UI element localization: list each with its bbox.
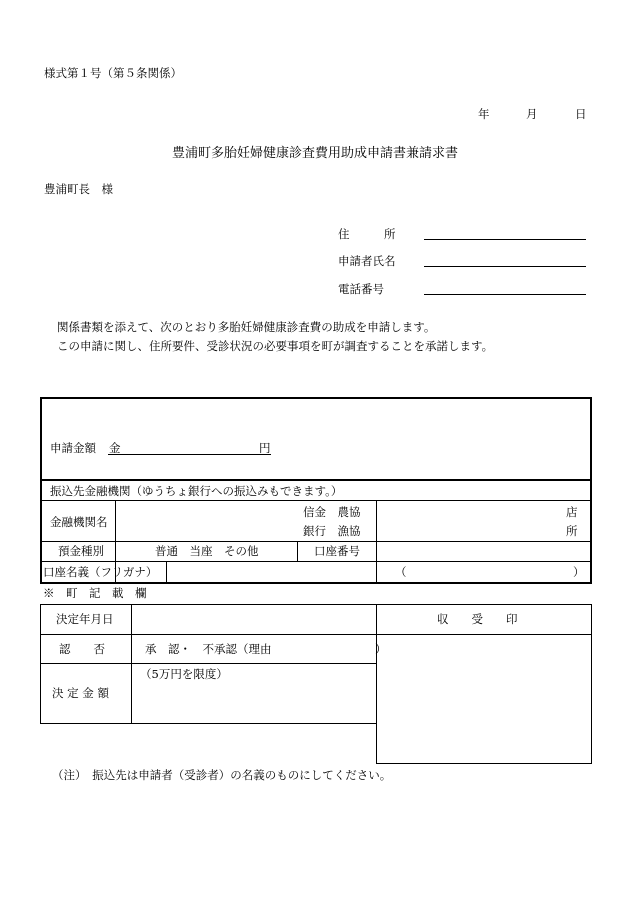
account-type-options[interactable]: 普通 当座 その他 bbox=[155, 544, 259, 558]
divider bbox=[297, 541, 298, 561]
divider bbox=[166, 561, 167, 582]
bank-header: 振込先金融機関（ゆうちょ銀行への振込みもできます。） bbox=[50, 484, 343, 498]
date-month-label: 月 bbox=[526, 107, 538, 121]
addressee: 豊浦町長 様 bbox=[44, 182, 113, 196]
address-label: 住 所 bbox=[338, 227, 396, 241]
phone-field[interactable] bbox=[424, 294, 586, 295]
account-holder-label: 口座名義（フリガナ） bbox=[43, 565, 158, 579]
amount-field[interactable] bbox=[108, 454, 271, 455]
institution-label: 金融機関名 bbox=[50, 515, 108, 529]
holder-close-paren: ） bbox=[573, 565, 585, 579]
date-year-label: 年 bbox=[478, 107, 490, 121]
amount-box bbox=[40, 397, 592, 481]
amount-unit: 円 bbox=[259, 441, 271, 455]
institution-name-field[interactable] bbox=[116, 501, 296, 540]
date-day-label: 日 bbox=[575, 107, 587, 121]
body-text-line-1: 関係書類を添えて、次のとおり多胎妊婦健康診査費の助成を申請します。 bbox=[57, 320, 436, 334]
receipt-stamp-label: 収 受 印 bbox=[437, 612, 518, 626]
decided-amount-label: 決 定 金 額 bbox=[52, 686, 109, 700]
body-text-line-2: この申請に関し、住所要件、受診状況の必要事項を町が調査することを承諾します。 bbox=[57, 339, 494, 353]
institution-types-row2: 銀行 漁協 bbox=[303, 524, 361, 538]
divider bbox=[376, 634, 592, 635]
account-holder-field[interactable] bbox=[410, 562, 570, 581]
address-field[interactable] bbox=[424, 239, 586, 240]
branch-office: 所 bbox=[566, 524, 578, 538]
holder-open-paren: （ bbox=[395, 565, 407, 579]
account-number-field[interactable] bbox=[377, 542, 590, 560]
branch-name-field[interactable] bbox=[377, 501, 557, 540]
applicant-name-label: 申請者氏名 bbox=[338, 254, 396, 268]
approval-label: 認 否 bbox=[59, 642, 105, 656]
amount-prefix: 金 bbox=[109, 441, 121, 455]
bank-section-bottom bbox=[40, 582, 592, 584]
divider bbox=[40, 634, 377, 635]
footnote: （注） 振込先は申請者（受診者）の名義のものにしてください。 bbox=[52, 768, 392, 782]
applicant-name-field[interactable] bbox=[424, 266, 586, 267]
approval-options[interactable]: 承 認・ 不承認（理由 ） bbox=[145, 642, 387, 656]
amount-label: 申請金額 bbox=[50, 441, 96, 455]
page-title: 豊浦町多胎妊婦健康診査費用助成申請書兼請求書 bbox=[171, 146, 458, 161]
divider bbox=[40, 663, 377, 664]
form-number: 様式第１号（第５条関係） bbox=[44, 66, 182, 80]
account-number-label: 口座番号 bbox=[314, 544, 360, 558]
town-section-header: ※ 町 記 載 欄 bbox=[43, 586, 147, 600]
phone-label: 電話番号 bbox=[338, 282, 384, 296]
branch-store: 店 bbox=[566, 505, 578, 519]
decision-date-label: 決定年月日 bbox=[56, 612, 114, 626]
account-type-label: 預金種別 bbox=[58, 544, 104, 558]
institution-types-row1: 信金 農協 bbox=[303, 505, 361, 519]
divider bbox=[131, 604, 132, 724]
receipt-stamp-box bbox=[376, 604, 592, 764]
limit-note: （5万円を限度） bbox=[140, 667, 228, 681]
